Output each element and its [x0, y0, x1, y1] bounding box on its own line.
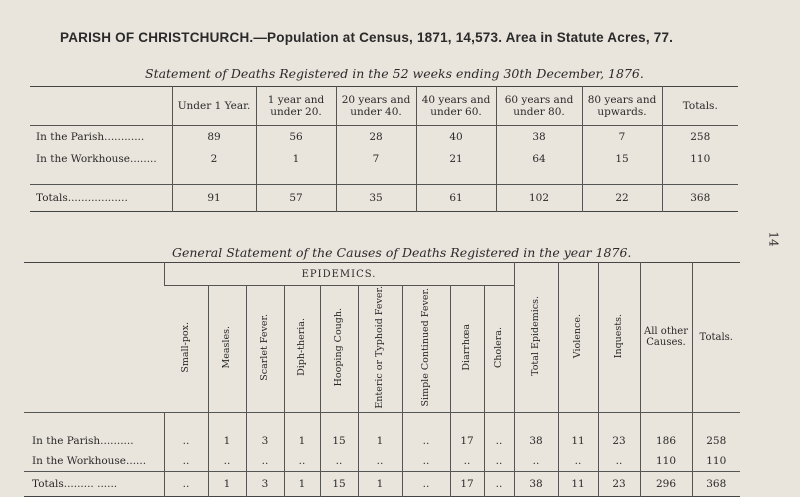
table-cell: 28	[336, 126, 416, 149]
table-cell: ..	[402, 471, 450, 496]
table-row	[24, 431, 740, 451]
table-cell: 368	[662, 185, 738, 212]
table-cell: 57	[256, 185, 336, 212]
header-cell: Cholera.	[484, 286, 514, 413]
table-cell: 91	[172, 185, 256, 212]
header-cell: 1 year and under 20.	[256, 87, 336, 126]
table-cell: ..	[558, 451, 598, 472]
header-cell: Scarlet Fever.	[246, 286, 284, 413]
row-label: In the Workhouse........	[36, 153, 157, 165]
row-label: Totals..................	[30, 185, 172, 212]
row-label: In the Parish............	[36, 131, 145, 143]
table-cell: ..	[402, 431, 450, 451]
table2-subtitle: General Statement of the Causes of Deaths Registered in the year 1876.	[172, 245, 632, 260]
table-row	[30, 148, 738, 170]
table-cell: 64	[496, 148, 582, 170]
table-cell: 1	[358, 431, 402, 451]
header-cell: Under 1 Year.	[172, 87, 256, 126]
table-cell: 1	[208, 471, 246, 496]
header-cell: Measles.	[208, 286, 246, 413]
table-cell: 1	[284, 431, 320, 451]
header-cell: Diph-theria.	[284, 286, 320, 413]
table-cell: ..	[358, 451, 402, 472]
totals-row	[24, 471, 740, 496]
header-cell: Simple Continued Fever.	[402, 286, 450, 413]
header-cell: 40 years and under 60.	[416, 87, 496, 126]
table-cell: 56	[256, 126, 336, 149]
table-cell: 17	[450, 471, 484, 496]
table-cell: 7	[582, 126, 662, 149]
table-cell: 258	[662, 126, 738, 149]
table-cell: ..	[320, 451, 358, 472]
header-cell: Hooping Cough.	[320, 286, 358, 413]
table-cell: 258	[692, 431, 740, 451]
header-cell: 60 years and under 80.	[496, 87, 582, 126]
epidemics-group-header: EPIDEMICS.	[164, 263, 514, 286]
header-cell: Totals.	[692, 263, 740, 413]
table-cell: 186	[640, 431, 692, 451]
table-cell: 110	[692, 451, 740, 472]
table-cell: ..	[402, 451, 450, 472]
table-cell: 1	[358, 471, 402, 496]
table-row	[30, 126, 738, 149]
header-cell: Inquests.	[598, 263, 640, 413]
deaths-by-age-table	[30, 86, 738, 212]
table-cell: 15	[582, 148, 662, 170]
table-cell: 368	[692, 471, 740, 496]
row-label: Totals......... ......	[24, 471, 164, 496]
table-cell: 35	[336, 185, 416, 212]
header-cell: Totals.	[662, 87, 738, 126]
table-cell: 22	[582, 185, 662, 212]
table-cell: ..	[164, 451, 208, 472]
stub-header	[24, 263, 164, 413]
table-cell: ..	[514, 451, 558, 472]
spacer-row	[30, 170, 738, 185]
header-cell: Total Epidemics.	[514, 263, 558, 413]
table-cell: 1	[208, 431, 246, 451]
header-cell: Violence.	[558, 263, 598, 413]
table-cell: 38	[496, 126, 582, 149]
table-cell: 40	[416, 126, 496, 149]
table-cell: 38	[514, 431, 558, 451]
totals-row	[30, 185, 738, 212]
table-cell: ..	[450, 451, 484, 472]
header-cell: Small-pox.	[164, 286, 208, 413]
causes-of-death-table	[24, 262, 740, 497]
table-cell: 296	[640, 471, 692, 496]
table-cell: 3	[246, 431, 284, 451]
table-cell: 15	[320, 431, 358, 451]
table-cell: 110	[640, 451, 692, 472]
table-cell: 7	[336, 148, 416, 170]
table-cell: 102	[496, 185, 582, 212]
table-cell: 61	[416, 185, 496, 212]
page-number: 14	[766, 231, 781, 247]
header-cell: Diarrhœa	[450, 286, 484, 413]
table-cell: ..	[284, 451, 320, 472]
table-cell: 23	[598, 431, 640, 451]
table-row	[24, 451, 740, 472]
table-cell: ..	[208, 451, 246, 472]
row-label: In the Workhouse......	[32, 454, 147, 467]
table-cell: ..	[164, 471, 208, 496]
table-cell: 2	[172, 148, 256, 170]
table-cell: ..	[484, 451, 514, 472]
table-cell: ..	[164, 431, 208, 451]
header-cell: All other Causes.	[640, 263, 692, 413]
table-cell: 1	[256, 148, 336, 170]
page-title: PARISH OF CHRISTCHURCH.—Population at Census, 1871, 14,573. Area in Statute Acres, 77.	[60, 30, 674, 45]
table-cell: 38	[514, 471, 558, 496]
table-cell: 110	[662, 148, 738, 170]
table-cell: ..	[484, 471, 514, 496]
table1-subtitle: Statement of Deaths Registered in the 52 weeks ending 30th December, 1876.	[145, 66, 644, 81]
table-cell: 89	[172, 126, 256, 149]
table-cell: ..	[484, 431, 514, 451]
table-cell: ..	[598, 451, 640, 472]
header-cell: Enteric or Typhoid Fever.	[358, 286, 402, 413]
header-cell: 80 years and upwards.	[582, 87, 662, 126]
header-cell: 20 years and under 40.	[336, 87, 416, 126]
table-cell: 17	[450, 431, 484, 451]
table-cell: ..	[246, 451, 284, 472]
table-cell: 15	[320, 471, 358, 496]
header-cell	[30, 87, 172, 126]
table-cell: 11	[558, 431, 598, 451]
table-cell: 3	[246, 471, 284, 496]
table-cell: 11	[558, 471, 598, 496]
table-cell: 1	[284, 471, 320, 496]
table-cell: 23	[598, 471, 640, 496]
spacer-row	[24, 412, 740, 431]
table-cell: 21	[416, 148, 496, 170]
row-label: In the Parish..........	[32, 434, 134, 447]
